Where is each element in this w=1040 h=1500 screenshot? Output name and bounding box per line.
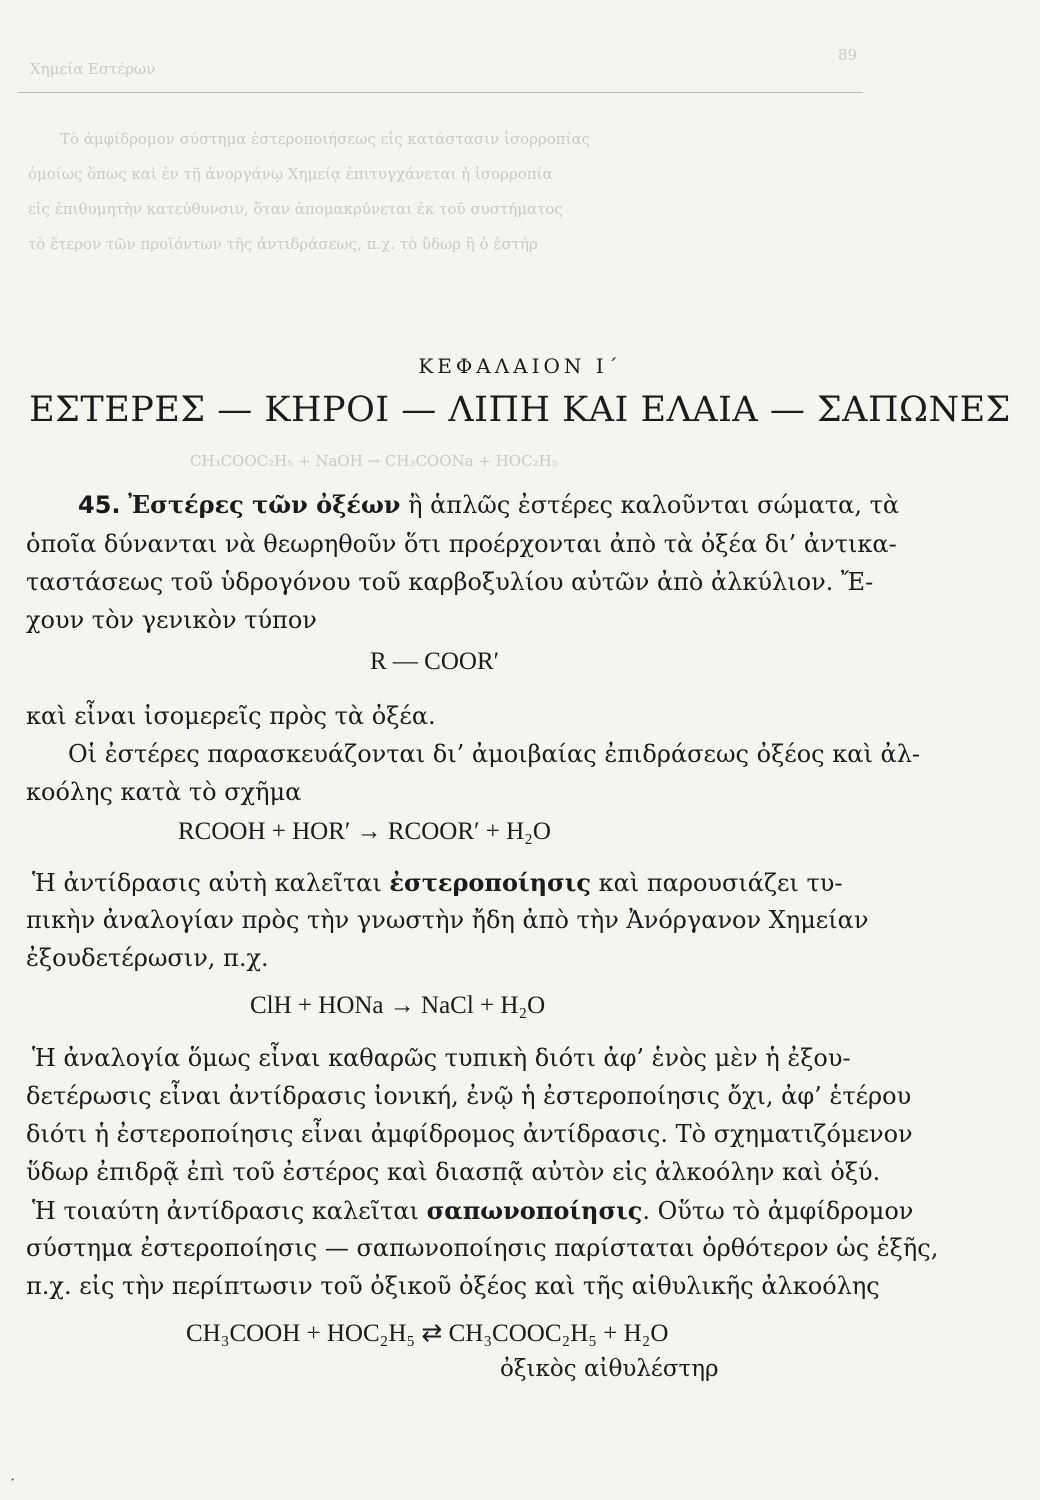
section-heading: Ἐστέρες τῶν ὀξέων [128,490,401,519]
eq-products: CH₃COOC₂H₅ + H₂O [448,1320,669,1347]
paragraph-line: κοόλης κατὰ τὸ σχῆμα [26,778,302,806]
eq-reactants: CH₃COOH + HOC₂H₅ [186,1320,416,1347]
bleed-through-line: ὁμοίως ὅπως καὶ ἐν τῇ ἀνοργάνῳ Χημείᾳ ἐπιτυγχάνεται ἡ ἰσορροπία [28,165,553,183]
paragraph-line: καὶ εἶναι ἰσομερεῖς πρὸς τὰ ὀξέα. [26,702,436,730]
paragraph-line: ἐξουδετέρωσιν, π.χ. [26,944,269,972]
page-speck: · [10,1470,16,1489]
paragraph-line: ὕδωρ ἐπιδρᾷ ἐπὶ τοῦ ἐστέρος καὶ διασπᾷ αὐτὸν εἰς ἀλκοόλην καὶ ὀξύ. [26,1158,881,1186]
esterification-equation: RCOOH + HOR′ → RCOOR′ + H₂O [178,818,551,845]
section-first-line [78,490,899,519]
term-esterification: ἐστεροποίησις [389,868,591,897]
paragraph-line: δετέρωσις εἶναι ἀντίδρασις ἰονική, ἐνῷ ἡ ἐστεροποίησις ὄχι, ἀφ’ ἑτέρου [26,1082,912,1110]
chapter-label: ΚΕΦΑΛΑΙΟΝ Ι΄ [418,354,622,378]
ester-name-caption: ὀξικὸς αἰθυλέστηρ [500,1356,719,1382]
paragraph-line [32,1196,913,1225]
page-number: 89 [838,46,858,64]
paragraph-line: διότι ἡ ἐστεροποίησις εἶναι ἀμφίδρομος ἀντίδρασις. Τὸ σχηματιζόμενον [26,1120,913,1148]
header-rule [18,92,863,93]
general-formula: R — COOR′ [370,648,500,675]
term-saponification: σαπωνοποίησις [426,1196,643,1225]
section-number: 45. [78,491,121,519]
paragraph-line: π.χ. εἰς τὴν περίπτωσιν τοῦ ὀξικοῦ ὀξέος καὶ τῆς αἰθυλικῆς ἀλκοόλης [26,1272,880,1300]
bleed-through-line: Τὸ ἀμφίδρομον σύστημα ἐστεροποιήσεως εἰς κατάστασιν ἰσορροπίας [60,130,591,148]
equilibrium-arrow-icon: ⇄ [421,1320,443,1347]
paragraph-line [32,868,842,897]
paragraph-line: ταστάσεως τοῦ ὑδρογόνου τοῦ καρβοξυλίου αὐτῶν ἀπὸ ἀλκύλιον. Ἔ- [26,568,874,596]
paragraph-line: Οἱ ἐστέρες παρασκευάζονται δι’ ἀμοιβαίας ἐπιδράσεως ὀξέος καὶ ἀλ- [68,740,921,768]
paragraph-line: σύστημα ἐστεροποίησις — σαπωνοποίησις παρίσταται ὀρθότερον ὡς ἑξῆς, [26,1234,939,1262]
chapter-title: ΕΣΤΕΡΕΣ — ΚΗΡΟΙ — ΛΙΠΗ ΚΑΙ ΕΛΑΙΑ — ΣΑΠΩΝΕΣ [29,390,1011,430]
bleed-through-line: εἰς ἐπιθυμητὴν κατεύθυνσιν, ὅταν ἀπομακρύνεται ἐκ τοῦ συστήματος [28,200,563,218]
paragraph-line: Ἡ ἀναλογία ὅμως εἶναι καθαρῶς τυπικὴ διότι ἀφ’ ἑνὸς μὲν ἡ ἐξου- [32,1044,851,1072]
text: καὶ παρουσιάζει τυ- [590,869,843,897]
text: Ἡ ἀντίδρασις αὐτὴ καλεῖται [32,869,390,897]
paragraph-line: χουν τὸν γενικὸν τύπον [26,606,317,634]
paragraph-line: πικὴν ἀναλογίαν πρὸς τὴν γνωστὴν ἤδη ἀπὸ τὴν Ἀνόργανον Χημείαν [26,906,869,934]
paragraph-line: ὁποῖα δύνανται νὰ θεωρηθοῦν ὅτι προέρχονται ἀπὸ τὰ ὀξέα δι’ ἀντικα- [26,530,897,558]
ester-equilibrium-equation [186,1318,668,1348]
text: . Οὕτω τὸ ἀμφίδρομον [642,1197,914,1225]
bleed-through-line: τὸ ἕτερον τῶν προϊόντων τῆς ἀντιδράσεως, π.χ. τὸ ὕδωρ ἢ ὁ ἐστήρ [28,235,538,253]
section-text: ἢ ἁπλῶς ἐστέρες καλοῦνται σώματα, τὰ [400,491,900,519]
running-header: Χημεία Εστέρων [30,60,156,78]
text: Ἡ τοιαύτη ἀντίδρασις καλεῖται [32,1197,427,1225]
neutralization-equation: ClH + HONa → NaCl + H₂O [250,992,546,1019]
bleed-through-line: CH₃COOC₂H₅ + NaOH → CH₃COONa + HOC₂H₅ [190,452,558,470]
